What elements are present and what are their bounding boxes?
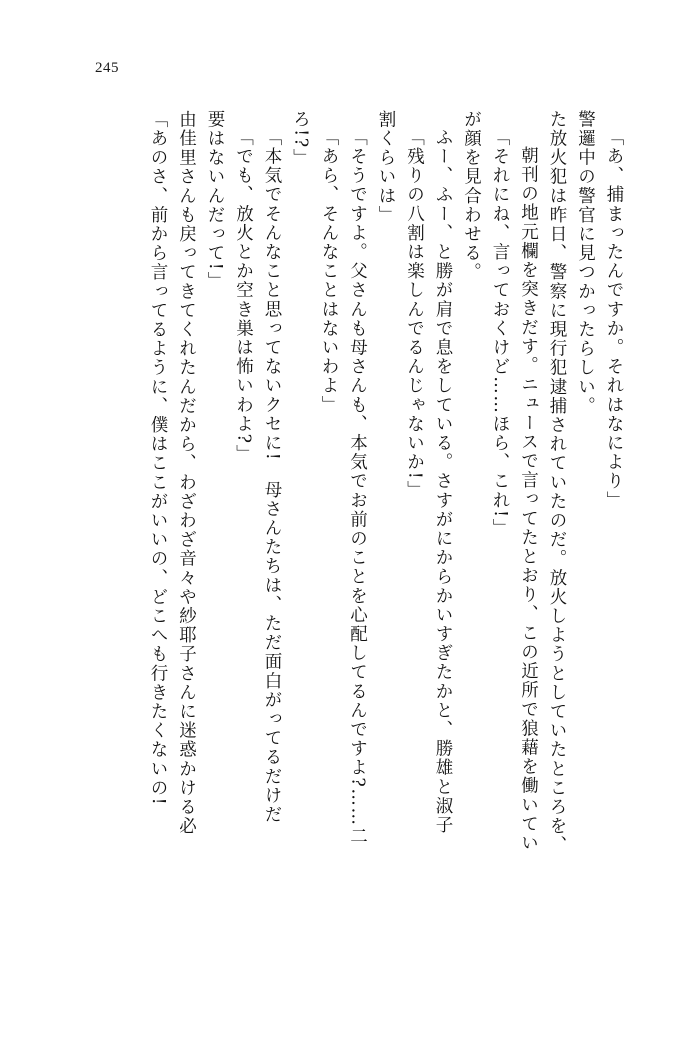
text-column: 由佳里さんも戻ってきてくれたんだから、わざわざ音々や紗耶子さんに迷惑かける必: [176, 110, 197, 836]
text-column: 「そうですよ。父さんも母さんも、本気でお前のことを心配してるんですよ?……二: [347, 128, 368, 846]
text-column: ふー、ふー、と勝が肩で息をしている。さすがにからかいすぎたかと、勝雄と淑子: [433, 128, 453, 835]
text-column: た放火犯は昨日、警察に現行犯逮捕されていたのだ。放火しようとしていたところを、: [547, 110, 567, 855]
text-column: 「残りの八割は楽しんでるんじゃないか!」: [404, 128, 425, 500]
text-column: 「あ、捕まったんですか。それはなにより」: [604, 128, 624, 510]
text-column: 割くらいは」: [376, 110, 396, 225]
text-column: ろ!?」: [290, 110, 311, 168]
text-column: 「でも、放火とか空き巣は怖いわよ?」: [233, 128, 254, 464]
text-column: 「あのさ、前から言ってるように、僕はここがいいの、どこへも行きたくないの!: [148, 110, 168, 807]
page-number: 245: [95, 60, 119, 76]
text-column: が顔を見合わせる。: [461, 110, 482, 282]
text-column: 警邏中の警官に見つかったらしい。: [575, 110, 596, 416]
text-column: 「あら、そんなことはないわよ」: [319, 128, 339, 415]
text-column: 「本気でそんなこと思ってないクセに! 母さんたちは、ただ面白がってるだけだ: [262, 128, 282, 825]
text-column: 「それにね、言っておくけど……ほら、これ!」: [490, 128, 510, 538]
vertical-text-body: [138, 110, 623, 990]
text-column: 要はないんだって!」: [205, 110, 225, 291]
text-column: 朝刊の地元欄を突きだす。ニュースで言ってたとおり、この近所で狼藉を働いてい: [518, 146, 539, 853]
